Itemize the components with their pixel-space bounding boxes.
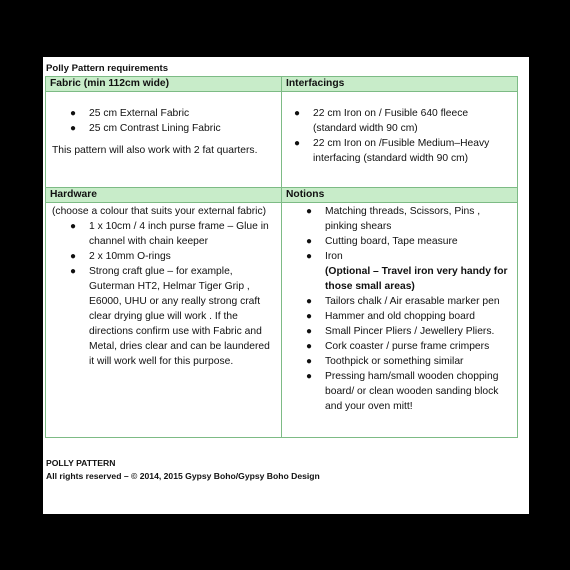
iron-note: (Optional – Travel iron very handy for those small areas): [325, 266, 508, 292]
list-item: ● Tailors chalk / Air erasable marker pen: [306, 296, 500, 307]
interfacings-heading: Interfacings: [282, 77, 518, 92]
fabric-list: [46, 106, 281, 136]
requirements-table: [45, 76, 518, 438]
list-item: ● Toothpick or something similar: [306, 356, 464, 367]
list-item: ● Cork coaster / purse frame crimpers: [306, 341, 490, 352]
list-item: ● Cutting board, Tape measure: [306, 236, 458, 247]
hardware-list: [46, 219, 276, 369]
fabric-note: This pattern will also work with 2 fat quarters.: [52, 145, 258, 156]
list-item: ● 22 cm Iron on /Fusible Medium–Heavy interfacing (standard width 90 cm): [294, 138, 490, 164]
list-item: ● 22 cm Iron on / Fusible 640 fleece (standard width 90 cm): [294, 108, 469, 134]
list-item: ● 2 x 10mm O-rings: [70, 251, 171, 262]
hardware-heading: Hardware: [46, 188, 282, 203]
list-item: ● 25 cm Contrast Lining Fabric: [70, 123, 221, 134]
list-item: ● Iron (Optional – Travel iron very handy for those small areas): [306, 251, 508, 292]
list-item: ● Matching threads, Scissors, Pins , pinking shears: [306, 206, 481, 232]
list-item: ● Hammer and old chopping board: [306, 311, 475, 322]
fabric-cell: [46, 92, 282, 188]
list-item: ● 25 cm External Fabric: [70, 108, 190, 119]
list-item: ● Pressing ham/small wooden chopping board/ or clean wooden sanding block and your oven mitt!: [306, 371, 499, 412]
notions-list: [282, 204, 512, 414]
list-item: ● 1 x 10cm / 4 inch purse frame – Glue in channel with chain keeper: [70, 221, 269, 247]
pattern-page: [43, 57, 529, 514]
footer: [46, 457, 320, 483]
notions-cell: [282, 203, 518, 438]
hardware-cell: [46, 203, 282, 438]
fabric-heading: Fabric (min 112cm wide): [46, 77, 282, 92]
list-item: ● Small Pincer Pliers / Jewellery Pliers.: [306, 326, 495, 337]
list-item: ● Strong craft glue – for example, Guterman HT2, Helmar Tiger Grip , E6000, UHU or any really strong craft clear drying glue will work . If the directions confirm use with Fabric and Metal, dries clear and can be laundered it will work well for this purpose.: [70, 266, 270, 367]
copyright-text: All rights reserved – © 2014, 2015 Gypsy Boho/Gypsy Boho Design: [46, 471, 320, 481]
page-title: Polly Pattern requirements: [46, 63, 169, 74]
notions-heading: Notions: [282, 188, 518, 203]
hardware-intro: (choose a colour that suits your external fabric): [52, 206, 267, 217]
interfacings-list: [282, 106, 517, 166]
interfacings-cell: [282, 92, 518, 188]
footer-name: POLLY PATTERN: [46, 458, 116, 468]
